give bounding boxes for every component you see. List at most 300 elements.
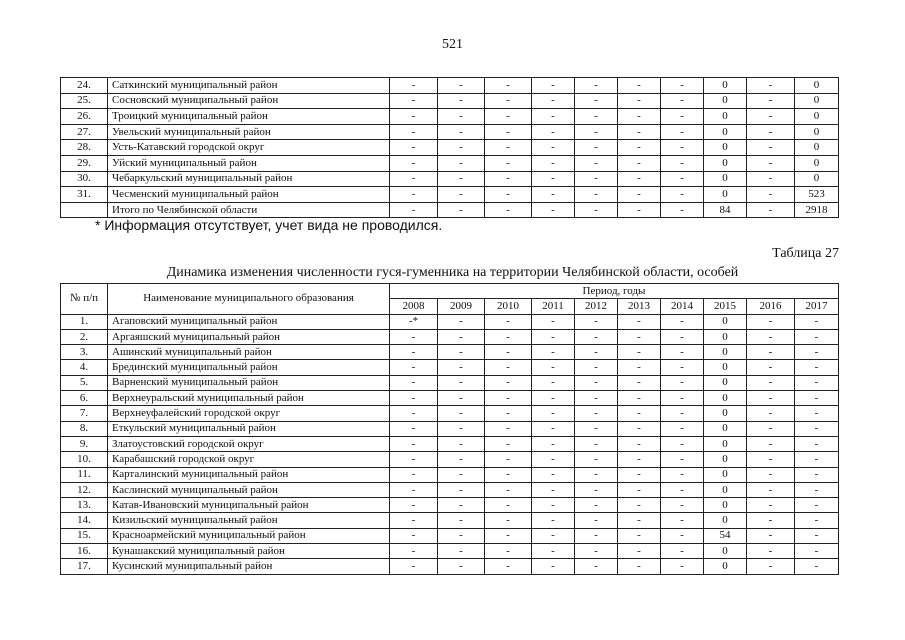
municipality-name: Кизильский муниципальный район — [108, 513, 390, 528]
table-row — [61, 171, 839, 187]
value-cell: - — [575, 391, 618, 406]
value-cell: - — [575, 171, 618, 187]
row-number: 30. — [61, 171, 108, 187]
table-row — [61, 202, 839, 218]
value-cell: - — [485, 155, 532, 171]
value-cell: - — [390, 345, 438, 360]
value-cell: - — [438, 498, 485, 513]
value-cell: - — [795, 513, 839, 528]
table-row — [61, 528, 839, 543]
value-cell: - — [438, 329, 485, 344]
row-number: 3. — [61, 345, 108, 360]
value-cell: - — [438, 544, 485, 559]
value-cell: - — [438, 436, 485, 451]
value-cell: - — [575, 329, 618, 344]
table-row — [61, 345, 839, 360]
value-cell: -* — [390, 314, 438, 329]
table-row — [61, 482, 839, 497]
value-cell: - — [438, 360, 485, 375]
value-cell: - — [485, 124, 532, 140]
header-name: Наименование муниципального образования — [108, 284, 390, 315]
value-cell: 0 — [704, 482, 747, 497]
value-cell: - — [485, 436, 532, 451]
value-cell: - — [618, 202, 661, 218]
value-cell: - — [532, 155, 575, 171]
value-cell: - — [747, 360, 795, 375]
value-cell: - — [747, 187, 795, 203]
value-cell: 0 — [795, 93, 839, 109]
row-number: 5. — [61, 375, 108, 390]
value-cell: - — [485, 171, 532, 187]
value-cell: - — [532, 360, 575, 375]
value-cell: - — [618, 314, 661, 329]
value-cell: - — [618, 482, 661, 497]
value-cell: - — [661, 124, 704, 140]
value-cell: - — [747, 528, 795, 543]
value-cell: 2918 — [795, 202, 839, 218]
table2-header — [61, 284, 839, 315]
value-cell: - — [532, 391, 575, 406]
value-cell: - — [390, 498, 438, 513]
municipality-name: Верхнеуральский муниципальный район — [108, 391, 390, 406]
value-cell: - — [438, 202, 485, 218]
value-cell: - — [795, 345, 839, 360]
municipality-name: Усть-Катавский городской округ — [108, 140, 390, 156]
value-cell: - — [795, 528, 839, 543]
value-cell: - — [747, 406, 795, 421]
value-cell: - — [532, 78, 575, 94]
municipality-name: Уйский муниципальный район — [108, 155, 390, 171]
value-cell: - — [390, 78, 438, 94]
value-cell: 0 — [704, 421, 747, 436]
row-number: 10. — [61, 452, 108, 467]
value-cell: - — [390, 171, 438, 187]
value-cell: 0 — [704, 187, 747, 203]
value-cell: - — [438, 314, 485, 329]
value-cell: - — [532, 124, 575, 140]
row-number: 14. — [61, 513, 108, 528]
value-cell: - — [390, 482, 438, 497]
row-number: 24. — [61, 78, 108, 94]
value-cell: - — [485, 544, 532, 559]
year-header: 2010 — [485, 299, 532, 314]
value-cell: - — [747, 345, 795, 360]
value-cell: - — [390, 452, 438, 467]
value-cell: - — [390, 187, 438, 203]
value-cell: - — [438, 109, 485, 125]
value-cell: - — [795, 467, 839, 482]
value-cell: - — [795, 375, 839, 390]
value-cell: - — [747, 155, 795, 171]
value-cell: - — [438, 528, 485, 543]
value-cell: - — [747, 93, 795, 109]
value-cell: - — [438, 482, 485, 497]
value-cell: 0 — [704, 513, 747, 528]
value-cell: - — [390, 391, 438, 406]
value-cell: - — [618, 498, 661, 513]
value-cell: - — [618, 155, 661, 171]
value-cell: - — [438, 559, 485, 574]
value-cell: - — [390, 375, 438, 390]
municipality-name: Троицкий муниципальный район — [108, 109, 390, 125]
value-cell: 0 — [704, 467, 747, 482]
header-period: Период, годы — [390, 284, 839, 299]
value-cell: - — [661, 345, 704, 360]
value-cell: 0 — [704, 391, 747, 406]
row-number: 29. — [61, 155, 108, 171]
value-cell: - — [575, 345, 618, 360]
value-cell: - — [747, 452, 795, 467]
value-cell: - — [618, 345, 661, 360]
value-cell: 0 — [795, 171, 839, 187]
value-cell: - — [661, 375, 704, 390]
value-cell: 0 — [795, 155, 839, 171]
value-cell: - — [661, 513, 704, 528]
value-cell: - — [661, 329, 704, 344]
value-cell: - — [532, 421, 575, 436]
value-cell: 0 — [704, 544, 747, 559]
value-cell: - — [575, 544, 618, 559]
value-cell: - — [795, 421, 839, 436]
value-cell: - — [575, 421, 618, 436]
table1-body — [61, 78, 839, 218]
value-cell: - — [532, 498, 575, 513]
value-cell: - — [532, 513, 575, 528]
value-cell: - — [390, 109, 438, 125]
value-cell: - — [485, 452, 532, 467]
municipality-name: Чесменский муниципальный район — [108, 187, 390, 203]
value-cell: - — [438, 391, 485, 406]
value-cell: - — [575, 513, 618, 528]
value-cell: - — [485, 528, 532, 543]
table-row — [61, 360, 839, 375]
municipality-name: Верхнеуфалейский городской округ — [108, 406, 390, 421]
value-cell: - — [661, 202, 704, 218]
municipality-name: Итого по Челябинской области — [108, 202, 390, 218]
value-cell: - — [485, 140, 532, 156]
value-cell: - — [532, 452, 575, 467]
value-cell: - — [661, 314, 704, 329]
table-row — [61, 155, 839, 171]
row-number: 26. — [61, 109, 108, 125]
value-cell: - — [575, 78, 618, 94]
value-cell: - — [661, 452, 704, 467]
row-number: 28. — [61, 140, 108, 156]
page-number: 521 — [442, 37, 463, 52]
value-cell: - — [575, 202, 618, 218]
year-header: 2017 — [795, 299, 839, 314]
value-cell: - — [661, 467, 704, 482]
value-cell: - — [661, 391, 704, 406]
value-cell: - — [661, 140, 704, 156]
value-cell: 0 — [795, 124, 839, 140]
value-cell: - — [390, 406, 438, 421]
value-cell: - — [438, 467, 485, 482]
municipality-name: Каслинский муниципальный район — [108, 482, 390, 497]
value-cell: - — [618, 329, 661, 344]
value-cell: - — [618, 375, 661, 390]
value-cell: - — [795, 436, 839, 451]
value-cell: - — [532, 109, 575, 125]
header-num: № п/п — [61, 284, 108, 315]
value-cell: 0 — [704, 559, 747, 574]
value-cell: - — [390, 140, 438, 156]
municipality-name: Агаповский муниципальный район — [108, 314, 390, 329]
value-cell: - — [575, 124, 618, 140]
table-row — [61, 93, 839, 109]
municipality-name: Аргаяшский муниципальный район — [108, 329, 390, 344]
value-cell: 0 — [704, 78, 747, 94]
table-row — [61, 559, 839, 574]
value-cell: - — [485, 391, 532, 406]
value-cell: - — [747, 124, 795, 140]
value-cell: - — [618, 528, 661, 543]
value-cell: - — [747, 78, 795, 94]
municipality-name: Еткульский муниципальный район — [108, 421, 390, 436]
value-cell: - — [532, 171, 575, 187]
population-table-continued — [60, 77, 839, 218]
value-cell: - — [390, 528, 438, 543]
year-header: 2013 — [618, 299, 661, 314]
footnote: * Информация отсутствует, учет вида не проводился. — [95, 217, 443, 233]
year-header: 2011 — [532, 299, 575, 314]
value-cell: - — [485, 93, 532, 109]
row-number: 13. — [61, 498, 108, 513]
value-cell: - — [485, 559, 532, 574]
value-cell: - — [747, 329, 795, 344]
value-cell: - — [532, 482, 575, 497]
value-cell: - — [575, 467, 618, 482]
value-cell: - — [438, 345, 485, 360]
value-cell: 0 — [704, 171, 747, 187]
value-cell: - — [532, 93, 575, 109]
value-cell: 0 — [795, 78, 839, 94]
value-cell: 523 — [795, 187, 839, 203]
value-cell: - — [661, 498, 704, 513]
value-cell: - — [618, 78, 661, 94]
value-cell: - — [795, 498, 839, 513]
table-row — [61, 78, 839, 94]
value-cell: 0 — [704, 375, 747, 390]
value-cell: - — [438, 171, 485, 187]
value-cell: 0 — [704, 329, 747, 344]
value-cell: - — [485, 421, 532, 436]
table-row — [61, 314, 839, 329]
value-cell: - — [575, 155, 618, 171]
value-cell: - — [661, 528, 704, 543]
value-cell: - — [575, 452, 618, 467]
value-cell: 0 — [795, 140, 839, 156]
value-cell: - — [390, 124, 438, 140]
value-cell: - — [747, 544, 795, 559]
table-row — [61, 329, 839, 344]
table-row — [61, 187, 839, 203]
value-cell: - — [438, 406, 485, 421]
value-cell: - — [485, 406, 532, 421]
value-cell: - — [661, 482, 704, 497]
value-cell: - — [747, 559, 795, 574]
value-cell: - — [618, 124, 661, 140]
value-cell: - — [575, 314, 618, 329]
value-cell: - — [532, 528, 575, 543]
value-cell: - — [661, 436, 704, 451]
municipality-name: Брединский муниципальный район — [108, 360, 390, 375]
row-number: 17. — [61, 559, 108, 574]
value-cell: - — [532, 202, 575, 218]
value-cell: 0 — [704, 360, 747, 375]
municipality-name: Чебаркульский муниципальный район — [108, 171, 390, 187]
value-cell: - — [747, 498, 795, 513]
value-cell: - — [438, 93, 485, 109]
year-header: 2014 — [661, 299, 704, 314]
value-cell: - — [438, 187, 485, 203]
value-cell: - — [795, 559, 839, 574]
value-cell: - — [661, 187, 704, 203]
value-cell: - — [661, 78, 704, 94]
table-row — [61, 421, 839, 436]
value-cell: - — [618, 109, 661, 125]
value-cell: - — [390, 544, 438, 559]
table-row — [61, 140, 839, 156]
value-cell: 0 — [704, 314, 747, 329]
value-cell: - — [485, 513, 532, 528]
value-cell: - — [747, 513, 795, 528]
municipality-name: Карталинский муниципальный район — [108, 467, 390, 482]
value-cell: - — [575, 187, 618, 203]
value-cell: - — [618, 436, 661, 451]
municipality-name: Кусинский муниципальный район — [108, 559, 390, 574]
table-row — [61, 124, 839, 140]
year-header: 2016 — [747, 299, 795, 314]
value-cell: - — [747, 171, 795, 187]
value-cell: - — [618, 544, 661, 559]
value-cell: - — [390, 421, 438, 436]
value-cell: - — [485, 202, 532, 218]
value-cell: - — [618, 452, 661, 467]
value-cell: - — [532, 559, 575, 574]
value-cell: 0 — [704, 155, 747, 171]
value-cell: 0 — [704, 345, 747, 360]
table-row — [61, 391, 839, 406]
municipality-name: Катав-Ивановский муниципальный район — [108, 498, 390, 513]
value-cell: - — [532, 436, 575, 451]
value-cell: - — [438, 140, 485, 156]
municipality-name: Увельский муниципальный район — [108, 124, 390, 140]
value-cell: - — [618, 360, 661, 375]
row-number: 8. — [61, 421, 108, 436]
value-cell: - — [661, 93, 704, 109]
value-cell: - — [438, 513, 485, 528]
value-cell: - — [618, 467, 661, 482]
table-row — [61, 498, 839, 513]
table2-body — [61, 314, 839, 574]
value-cell: - — [795, 314, 839, 329]
value-cell: - — [532, 544, 575, 559]
value-cell: 54 — [704, 528, 747, 543]
value-cell: - — [747, 482, 795, 497]
value-cell: - — [532, 375, 575, 390]
municipality-name: Златоустовский городской округ — [108, 436, 390, 451]
year-header: 2008 — [390, 299, 438, 314]
table-row — [61, 467, 839, 482]
value-cell: - — [390, 559, 438, 574]
value-cell: - — [618, 421, 661, 436]
value-cell: - — [485, 345, 532, 360]
bean-goose-table — [60, 283, 839, 575]
value-cell: - — [795, 329, 839, 344]
value-cell: - — [747, 391, 795, 406]
value-cell: - — [618, 513, 661, 528]
value-cell: - — [390, 93, 438, 109]
value-cell: - — [618, 391, 661, 406]
year-header: 2009 — [438, 299, 485, 314]
row-number: 12. — [61, 482, 108, 497]
value-cell: - — [795, 482, 839, 497]
value-cell: - — [575, 498, 618, 513]
year-header: 2015 — [704, 299, 747, 314]
municipality-name: Сосновский муниципальный район — [108, 93, 390, 109]
value-cell: - — [661, 109, 704, 125]
value-cell: 0 — [704, 406, 747, 421]
value-cell: 0 — [704, 436, 747, 451]
table-label: Таблица 27 — [772, 246, 839, 261]
value-cell: - — [575, 406, 618, 421]
row-number: 6. — [61, 391, 108, 406]
value-cell: 0 — [704, 140, 747, 156]
value-cell: - — [661, 360, 704, 375]
value-cell: - — [485, 78, 532, 94]
table-row — [61, 513, 839, 528]
row-number: 11. — [61, 467, 108, 482]
municipality-name: Ашинский муниципальный район — [108, 345, 390, 360]
value-cell: - — [390, 467, 438, 482]
value-cell: - — [575, 482, 618, 497]
table-row — [61, 436, 839, 451]
value-cell: - — [661, 155, 704, 171]
row-number: 15. — [61, 528, 108, 543]
table-row — [61, 109, 839, 125]
value-cell: - — [618, 406, 661, 421]
value-cell: 0 — [704, 498, 747, 513]
value-cell: - — [575, 360, 618, 375]
value-cell: - — [661, 171, 704, 187]
row-number: 4. — [61, 360, 108, 375]
value-cell: - — [618, 187, 661, 203]
value-cell: - — [747, 421, 795, 436]
value-cell: - — [485, 314, 532, 329]
value-cell: - — [618, 93, 661, 109]
table-row — [61, 452, 839, 467]
value-cell: - — [438, 375, 485, 390]
value-cell: - — [438, 78, 485, 94]
value-cell: - — [618, 559, 661, 574]
value-cell: - — [795, 452, 839, 467]
value-cell: - — [575, 528, 618, 543]
row-number: 31. — [61, 187, 108, 203]
value-cell: 0 — [795, 109, 839, 125]
row-number: 16. — [61, 544, 108, 559]
value-cell: - — [795, 406, 839, 421]
table-row — [61, 375, 839, 390]
value-cell: - — [390, 360, 438, 375]
value-cell: - — [485, 467, 532, 482]
value-cell: - — [485, 375, 532, 390]
value-cell: - — [575, 109, 618, 125]
municipality-name: Варненский муниципальный район — [108, 375, 390, 390]
value-cell: - — [390, 202, 438, 218]
value-cell: - — [661, 559, 704, 574]
value-cell: - — [438, 421, 485, 436]
